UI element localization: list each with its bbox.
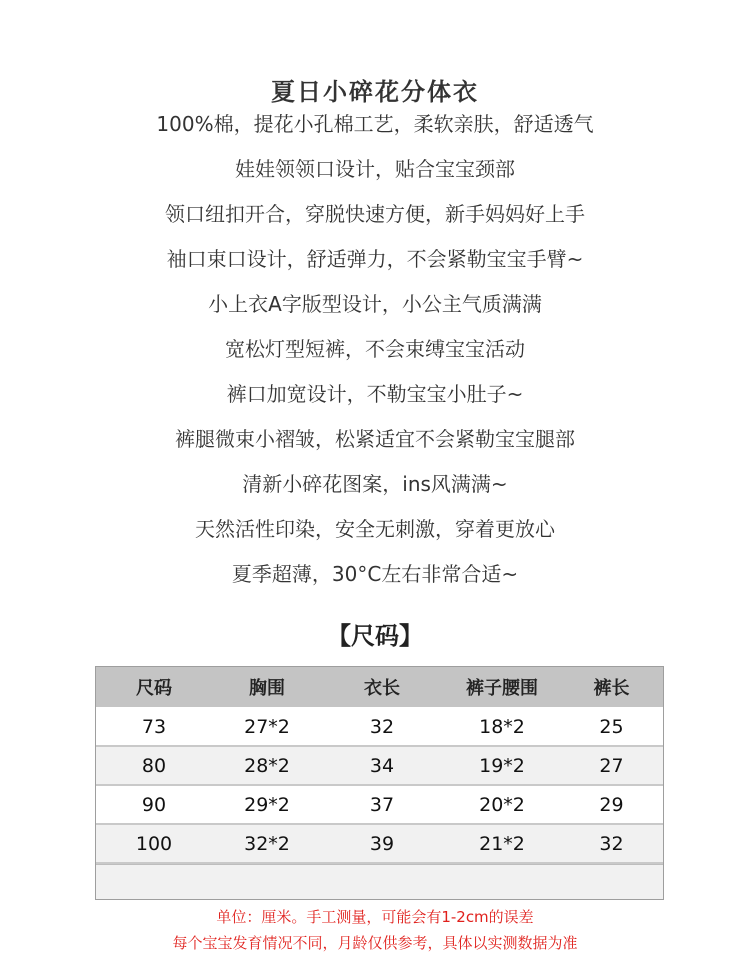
feature-item: 袖口束口设计，舒适弹力，不会紧勒宝宝手臂~ [166,247,584,271]
table-cell: 80 [141,754,167,777]
table-cell: 32 [599,832,624,855]
table-row [96,786,663,825]
table-cell: 32 [369,715,395,738]
table-cell: 32*2 [244,832,290,855]
feature-item: 清新小碎花图案，ins风满满~ [242,472,508,496]
size-table [95,666,664,900]
table-cell: 29 [599,793,624,816]
table-cell: 19*2 [479,754,525,777]
column-header: 衣长 [364,678,400,699]
table-cell: 34 [369,754,395,777]
feature-item: 小上衣A字版型设计，小公主气质满满 [208,292,542,316]
table-cell: 21*2 [479,832,525,855]
table-cell: 27*2 [244,715,290,738]
feature-list [0,110,750,605]
page-title: 夏日小碎花分体衣 [271,78,479,106]
table-cell: 29*2 [244,793,290,816]
measurement-note: 单位：厘米。手工测量，可能会有1-2cm的误差 [216,908,534,926]
table-cell: 28*2 [244,754,290,777]
table-cell: 25 [599,715,624,738]
column-header: 裤子腰围 [466,678,538,699]
feature-item: 裤腿微束小褶皱，松紧适宜不会紧勒宝宝腿部 [175,427,575,451]
feature-item: 娃娃领领口设计，贴合宝宝颈部 [235,157,515,181]
feature-item: 领口纽扣开合，穿脱快速方便，新手妈妈好上手 [165,202,585,226]
table-cell: 90 [141,793,167,816]
table-cell: 18*2 [479,715,525,738]
table-cell: 37 [369,793,395,816]
table-cell: 73 [141,715,167,738]
column-header: 裤长 [593,678,630,699]
feature-item: 天然活性印染，安全无刺激，穿着更放心 [195,517,555,541]
feature-item: 100%棉，提花小孔棉工艺，柔软亲肤，舒适透气 [156,112,594,136]
feature-item: 宽松灯型短裤，不会束缚宝宝活动 [225,337,525,361]
table-cell: 39 [369,832,395,855]
column-header: 尺码 [136,678,172,699]
table-row [96,747,663,786]
table-cell: 100 [135,832,173,855]
table-cell: 27 [599,754,624,777]
age-reference-note: 每个宝宝发育情况不同，月龄仅供参考，具体以实测数据为准 [172,934,578,952]
table-header-row [96,667,663,708]
feature-item: 裤口加宽设计，不勒宝宝小肚子~ [226,382,524,406]
table-cell: 20*2 [479,793,525,816]
table-row [96,825,663,864]
feature-item: 夏季超薄，30°C左右非常合适~ [231,562,519,586]
size-section-heading: 【尺码】 [327,622,423,650]
table-empty-row [96,864,663,899]
table-row [96,708,663,747]
column-header: 胸围 [249,678,285,699]
